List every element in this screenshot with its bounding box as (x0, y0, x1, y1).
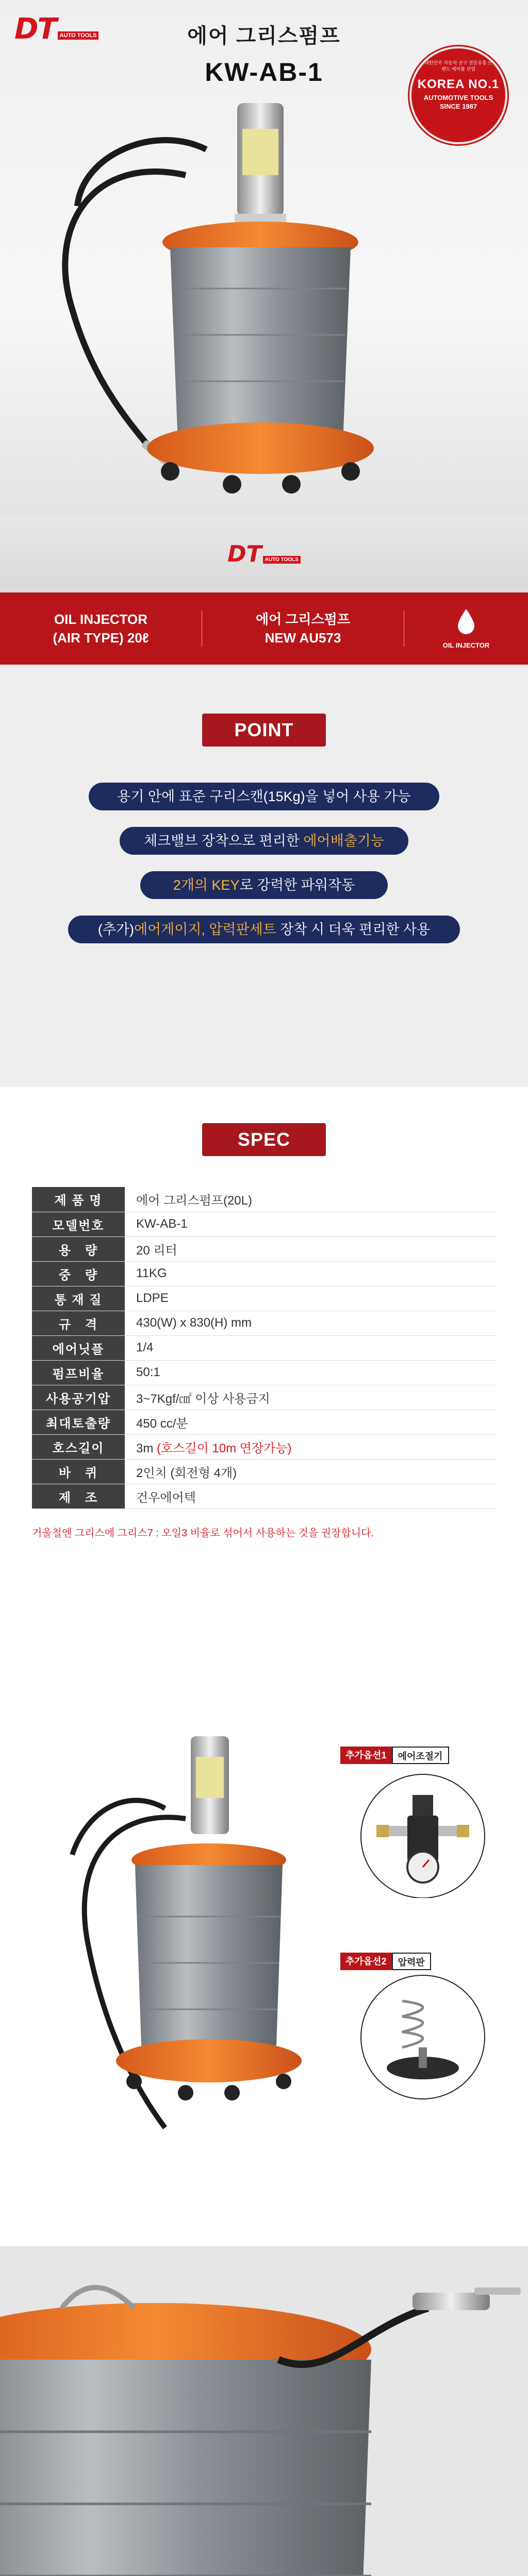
point-item (120, 827, 408, 855)
point-text: 용기 안에 표준 구리스캔(15Kg)을 넣어 사용 가능 (117, 789, 411, 804)
oil-drop-icon (456, 608, 476, 636)
spec-value-text: KW-AB-1 (136, 1217, 188, 1231)
option-air-regulator (340, 1747, 526, 1901)
spec-key: 모델번호 (32, 1212, 125, 1236)
spec-value-text: 3~7Kgf/㎠ 이상 사용금지 (136, 1392, 270, 1406)
strip-logo-mark: DT (227, 540, 262, 567)
grease-pump-photo (0, 1705, 340, 2246)
point-item (89, 783, 439, 810)
spec-value (125, 1360, 496, 1385)
spec-value-highlight: (호스길이 10m 연장가능) (157, 1441, 292, 1455)
spec-value (125, 1261, 496, 1286)
spec-row (32, 1261, 496, 1286)
spec-row (32, 1236, 496, 1261)
spec-value (125, 1484, 496, 1509)
option-pressure-plate (340, 1953, 526, 2107)
option-name: 압력판 (392, 1953, 431, 1970)
spec-section (0, 1087, 528, 1705)
info-icon-cell (404, 608, 528, 649)
spec-heading: SPEC (202, 1123, 326, 1156)
badge-line1: KOREA NO.1 (417, 77, 500, 91)
spec-value-text: 3m (136, 1441, 157, 1455)
spec-value-text: 건우에어텍 (136, 1490, 196, 1505)
point-highlight: 에어게이지, 압력판세트 (134, 922, 276, 937)
spec-key: 규 격 (32, 1311, 125, 1335)
info-mid-line1: 에어 그리스펌프 (255, 612, 351, 627)
spec-key: 중 량 (32, 1261, 125, 1286)
spec-row (32, 1335, 496, 1360)
grease-pump-image (0, 93, 528, 515)
air-regulator-image (340, 1764, 505, 1898)
spec-row (32, 1311, 496, 1335)
spec-row (32, 1286, 496, 1311)
info-left-line2: (AIR TYPE) 20ℓ (53, 630, 149, 646)
badge-line3: SINCE 1987 (439, 103, 477, 110)
product-name-ko: 에어 그리스펌프 (187, 25, 341, 47)
spec-row (32, 1385, 496, 1410)
spec-key: 사용공기압 (32, 1385, 125, 1410)
option-tag (340, 1953, 431, 1970)
spec-row (32, 1459, 496, 1484)
info-middle (202, 610, 404, 647)
spec-value-text: LDPE (136, 1291, 169, 1305)
spec-value (125, 1286, 496, 1311)
logo-mark: DT (14, 12, 56, 46)
spec-row (32, 1484, 496, 1509)
point-highlight: 에어배출기능 (303, 833, 384, 849)
point-text: (추가) (97, 922, 134, 937)
pressure-plate-image (340, 1970, 505, 2104)
info-left-line1: OIL INJECTOR (54, 612, 148, 627)
spec-value (125, 1212, 496, 1236)
spec-value (125, 1385, 496, 1410)
spec-value (125, 1434, 496, 1459)
spec-value-text: 1/4 (136, 1341, 154, 1354)
closeup-lid-section (0, 2246, 528, 2576)
spec-key: 최대토출량 (32, 1410, 125, 1434)
product-model: KW-AB-1 (205, 58, 323, 87)
spec-row (32, 1360, 496, 1385)
lid-and-gun-photo (0, 2246, 528, 2576)
badge-small-text: 대한민국 자동차 공구 전문유통 브랜드 에어툴 산업 (424, 60, 492, 72)
spec-value (125, 1335, 496, 1360)
spec-row (32, 1212, 496, 1236)
logo-sub: AUTO TOOLS (58, 31, 99, 40)
point-text: 체크밸브 장착으로 편리한 (144, 833, 304, 849)
hero-section (0, 0, 528, 515)
point-text: 장착 시 더욱 편리한 사용 (276, 922, 431, 937)
spec-value (125, 1410, 496, 1434)
spec-key: 용 량 (32, 1236, 125, 1261)
spec-key: 펌프비율 (32, 1360, 125, 1385)
spec-row (32, 1410, 496, 1434)
point-text: 로 강력한 파워작동 (239, 877, 355, 893)
product-info-bar (0, 592, 528, 665)
info-mid-line2: NEW AU573 (265, 630, 341, 646)
spec-value (125, 1459, 496, 1484)
brand-strip (0, 515, 528, 592)
spec-row (32, 1434, 496, 1459)
spec-value-text: 2인치 (회전형 4개) (136, 1466, 237, 1480)
point-heading: POINT (202, 714, 326, 747)
option-number: 추가옵션2 (340, 1953, 392, 1970)
option-number: 추가옵션1 (340, 1747, 392, 1764)
option-tag (340, 1747, 449, 1764)
spec-key: 에어닛플 (32, 1335, 125, 1360)
product-options-section (0, 1705, 528, 2246)
spec-key: 호스길이 (32, 1434, 125, 1459)
spec-value (125, 1311, 496, 1335)
point-item (140, 871, 388, 899)
spec-note: 거울철엔 그리스에 그리스7 : 오일3 비율로 섞어서 사용하는 것을 권장합니다. (32, 1527, 374, 1539)
spec-key: 통 재 질 (32, 1286, 125, 1311)
spec-value-text: 50:1 (136, 1365, 160, 1379)
option-name: 에어조절기 (392, 1747, 449, 1764)
spec-value-text: 450 cc/분 (136, 1416, 188, 1431)
point-list (0, 783, 528, 943)
spec-value-text: 11KG (136, 1266, 167, 1280)
spec-key: 제 품 명 (32, 1187, 125, 1212)
point-item (68, 916, 460, 943)
spec-table (32, 1187, 496, 1509)
spec-key: 바 퀴 (32, 1459, 125, 1484)
info-left (0, 610, 202, 647)
spec-value-text: 20 리터 (136, 1243, 177, 1258)
spec-value-text: 에어 그리스펌프(20L) (136, 1194, 252, 1208)
point-highlight: 2개의 KEY (173, 877, 240, 893)
strip-logo-sub: AUTO TOOLS (263, 556, 301, 564)
point-section (0, 665, 528, 1087)
spec-value (125, 1187, 496, 1212)
spec-value-text: 430(W) x 830(H) mm (136, 1316, 252, 1330)
spec-row (32, 1187, 496, 1212)
badge-line2: AUTOMOTIVE TOOLS (423, 94, 493, 101)
spec-value (125, 1236, 496, 1261)
spec-key: 제 조 (32, 1484, 125, 1509)
oil-injector-label: OIL INJECTOR (442, 641, 490, 649)
